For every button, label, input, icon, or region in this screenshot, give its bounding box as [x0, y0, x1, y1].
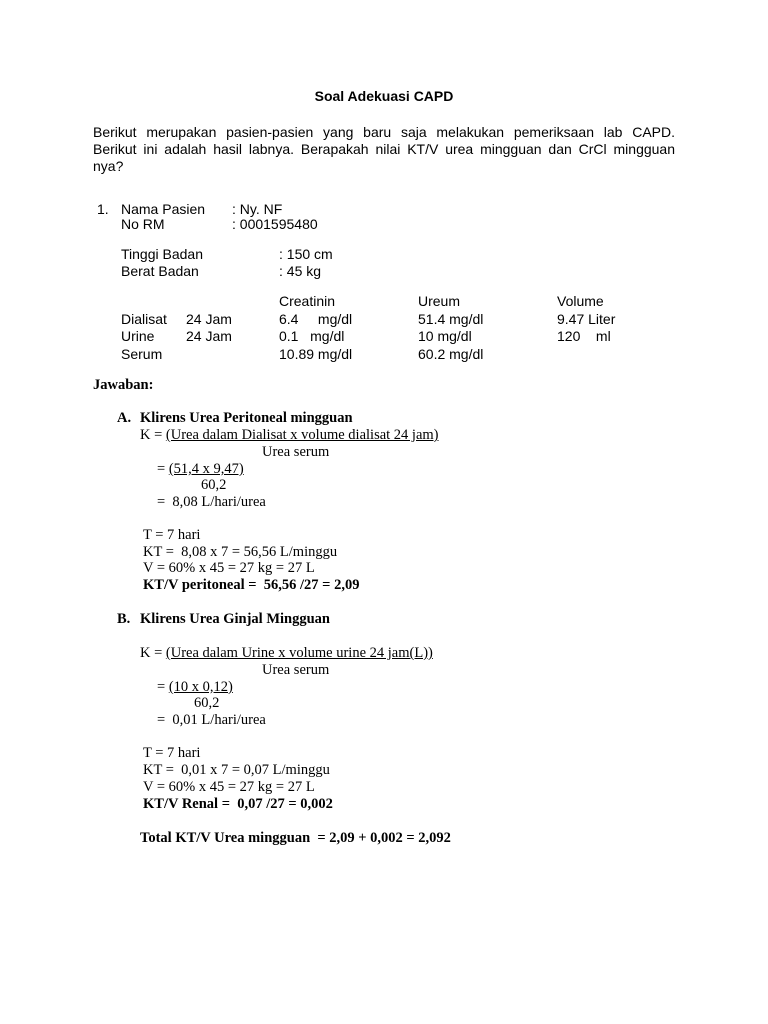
lab-cell-creatinin: 0.1 mg/dl	[279, 328, 345, 344]
section-b-title: Klirens Urea Ginjal Mingguan	[140, 611, 330, 627]
section-a-k-formula	[140, 427, 439, 444]
lab-row-time: 24 Jam	[186, 311, 232, 327]
lab-row-label: Serum	[121, 346, 163, 362]
height-value: : 150 cm	[279, 246, 333, 262]
patient-name-label: Nama Pasien	[121, 201, 206, 217]
section-b-k-formula	[140, 645, 433, 662]
lab-cell-ureum: 10 mg/dl	[418, 328, 472, 344]
lab-cell-volume: 120 ml	[557, 328, 611, 344]
k-denominator: Urea serum	[262, 444, 330, 460]
intro-line: Berikut ini adalah hasil labnya. Berapakah nilai KT/V urea mingguan dan CrCl mingguan	[93, 141, 675, 157]
step-denominator: 60,2	[194, 695, 220, 711]
intro-line: nya?	[93, 158, 124, 174]
section-a-letter: A.	[117, 410, 132, 426]
section-a-step1	[157, 461, 244, 478]
answer-heading: Jawaban:	[93, 377, 154, 393]
k-prefix: K =	[140, 645, 166, 661]
step-numerator: (51,4 x 9,47)	[168, 461, 244, 477]
lab-row-time: 24 Jam	[186, 328, 232, 344]
patient-name-value: : Ny. NF	[232, 201, 283, 217]
section-a-title: Klirens Urea Peritoneal mingguan	[140, 410, 353, 426]
list-number: 1.	[97, 201, 109, 217]
lab-header-volume: Volume	[557, 293, 604, 309]
section-b-t: T = 7 hari	[143, 745, 201, 761]
k-numerator: (Urea dalam Dialisat x volume dialisat 24 jam)	[165, 427, 439, 443]
lab-cell-ureum: 60.2 mg/dl	[418, 346, 484, 362]
section-a-ktv: KT/V peritoneal = 56,56 /27 = 2,09	[143, 577, 360, 593]
section-a-v: V = 60% x 45 = 27 kg = 27 L	[143, 560, 315, 576]
step-result: = 8,08 L/hari/urea	[157, 494, 266, 510]
lab-row-label: Dialisat	[121, 311, 167, 327]
lab-row-label: Urine	[121, 328, 155, 344]
section-b-v: V = 60% x 45 = 27 kg = 27 L	[143, 779, 315, 795]
section-b-step1	[157, 679, 233, 696]
step-numerator: (10 x 0,12)	[168, 679, 233, 695]
k-prefix: K =	[140, 427, 166, 443]
section-a-kt: KT = 8,08 x 7 = 56,56 L/minggu	[143, 544, 338, 560]
lab-cell-creatinin: 6.4 mg/dl	[279, 311, 353, 327]
section-b-kt: KT = 0,01 x 7 = 0,07 L/minggu	[143, 762, 330, 778]
step-result: = 0,01 L/hari/urea	[157, 712, 266, 728]
step-denominator: 60,2	[201, 477, 227, 493]
weight-label: Berat Badan	[121, 263, 199, 279]
section-a-t: T = 7 hari	[143, 527, 201, 543]
k-numerator: (Urea dalam Urine x volume urine 24 jam(L))	[165, 645, 433, 661]
lab-header-ureum: Ureum	[418, 293, 461, 309]
section-b-letter: B.	[117, 611, 131, 627]
lab-cell-creatinin: 10.89 mg/dl	[279, 346, 353, 362]
weight-value: : 45 kg	[279, 263, 322, 279]
step-prefix: =	[157, 461, 169, 477]
height-label: Tinggi Badan	[121, 246, 203, 262]
k-denominator: Urea serum	[262, 662, 330, 678]
document-title: Soal Adekuasi CAPD	[314, 88, 454, 104]
intro-paragraph	[93, 124, 675, 175]
step-prefix: =	[157, 679, 169, 695]
total-ktv: Total KT/V Urea mingguan = 2,09 + 0,002 = 2,092	[140, 830, 451, 846]
patient-rm-label: No RM	[121, 216, 165, 232]
section-b-ktv: KT/V Renal = 0,07 /27 = 0,002	[143, 796, 333, 812]
lab-header-creatinin: Creatinin	[279, 293, 336, 309]
intro-line: Berikut merupakan pasien-pasien yang baru saja melakukan pemeriksaan lab CAPD.	[93, 124, 675, 140]
patient-rm-value: : 0001595480	[232, 216, 318, 232]
lab-cell-ureum: 51.4 mg/dl	[418, 311, 484, 327]
lab-cell-volume: 9.47 Liter	[557, 311, 616, 327]
